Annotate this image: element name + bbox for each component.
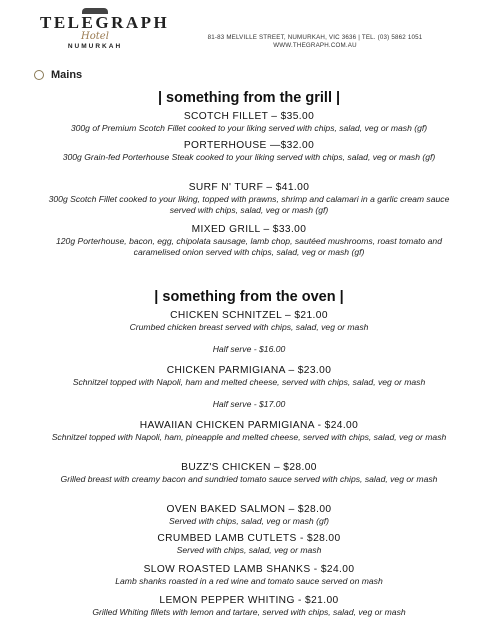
logo-main-text: TELEGRAPH bbox=[40, 13, 170, 32]
menu-item-crumbed-lamb-cutlets bbox=[36, 532, 462, 556]
telegraph-hotel-logo bbox=[40, 8, 170, 58]
item-name: CRUMBED LAMB CUTLETS - $28.00 bbox=[157, 533, 341, 544]
grill-heading: | something from the grill | bbox=[157, 90, 341, 106]
item-name: PORTERHOUSE —$32.00 bbox=[183, 140, 315, 151]
item-description: Grilled breast with creamy bacon and sundried tomato sauce served with chips, salad, veg or mash bbox=[60, 474, 438, 484]
item-name: CHICKEN SCHNITZEL – $21.00 bbox=[170, 310, 328, 321]
item-name: CHICKEN PARMIGIANA – $23.00 bbox=[166, 365, 332, 376]
item-description: Lamb shanks roasted in a red wine and tomato sauce served on mash bbox=[115, 576, 383, 586]
item-name: LEMON PEPPER WHITING - $21.00 bbox=[159, 595, 339, 606]
item-name: MIXED GRILL – $33.00 bbox=[191, 224, 307, 235]
menu-item-scotch-fillet bbox=[36, 110, 462, 134]
item-description: Grilled Whiting fillets with lemon and tartare, served with chips, salad, veg or mash bbox=[92, 607, 406, 617]
logo-script-text: Hotel bbox=[81, 31, 109, 42]
item-description: 300g of Premium Scotch Fillet cooked to your liking served with chips, salad, veg or mash (gf) bbox=[70, 123, 428, 133]
item-description: 300g Grain-fed Porterhouse Steak cooked to your liking served with chips, salad, veg or mash (gf) bbox=[62, 152, 436, 162]
menu-item-mixed-grill bbox=[36, 223, 462, 258]
item-name: SURF N' TURF – $41.00 bbox=[188, 182, 310, 193]
circle-icon bbox=[34, 70, 44, 80]
address-line: 81-83 MELVILLE STREET, NUMURKAH, VIC 3636 | TEL. (03) 5862 1051 bbox=[207, 34, 423, 41]
menu-item-buzzs-chicken bbox=[36, 461, 462, 485]
menu-item-hawaiian-chicken-parmigiana bbox=[36, 419, 462, 443]
logo-town-text: NUMURKAH bbox=[67, 43, 123, 50]
item-name: HAWAIIAN CHICKEN PARMIGIANA - $24.00 bbox=[139, 420, 359, 431]
item-name: SLOW ROASTED LAMB SHANKS - $24.00 bbox=[143, 564, 355, 575]
item-description: Schnitzel topped with Napoli, ham, pineapple and melted cheese, served with chips, salad, veg or mash bbox=[51, 432, 447, 442]
item-description: 300g Scotch Fillet cooked to your liking, topped with prawns, shrimp and calamari in a garlic cream sauce served with chips, salad, veg or mash (gf) bbox=[48, 194, 450, 215]
half-serve-parmigiana: Half serve - $17.00 bbox=[212, 399, 286, 409]
menu-item-oven-baked-salmon bbox=[36, 503, 462, 527]
item-name: BUZZ'S CHICKEN – $28.00 bbox=[181, 462, 317, 473]
item-name: SCOTCH FILLET – $35.00 bbox=[183, 111, 315, 122]
section-label-mains bbox=[34, 67, 82, 83]
oven-heading: | something from the oven | bbox=[154, 289, 344, 305]
item-description: Schnitzel topped with Napoli, ham and melted cheese, served with chips, salad, veg or mash bbox=[72, 377, 426, 387]
menu-item-chicken-parmigiana bbox=[36, 364, 462, 388]
section-title: Mains bbox=[51, 69, 83, 81]
menu-item-porterhouse bbox=[36, 139, 462, 163]
menu-item-surf-n-turf bbox=[36, 181, 462, 216]
item-description: Served with chips, salad, veg or mash bbox=[176, 545, 322, 555]
item-description: 120g Porterhouse, bacon, egg, chipolata sausage, lamb chop, sautéed mushrooms, roast tomato and caramelised onion served with chips, salad, veg or mash (gf) bbox=[55, 236, 442, 257]
item-name: OVEN BAKED SALMON – $28.00 bbox=[166, 504, 332, 515]
menu-item-lemon-pepper-whiting bbox=[36, 594, 462, 618]
website-line: WWW.THEGRAPH.COM.AU bbox=[273, 42, 357, 49]
half-serve-schnitzel: Half serve - $16.00 bbox=[212, 344, 286, 354]
contact-info bbox=[186, 34, 444, 50]
item-description: Served with chips, salad, veg or mash (gf) bbox=[168, 516, 329, 526]
menu-item-slow-roasted-lamb-shanks bbox=[36, 563, 462, 587]
menu-item-chicken-schnitzel bbox=[36, 309, 462, 333]
item-description: Crumbed chicken breast served with chips, salad, veg or mash bbox=[129, 322, 369, 332]
header bbox=[0, 0, 494, 62]
